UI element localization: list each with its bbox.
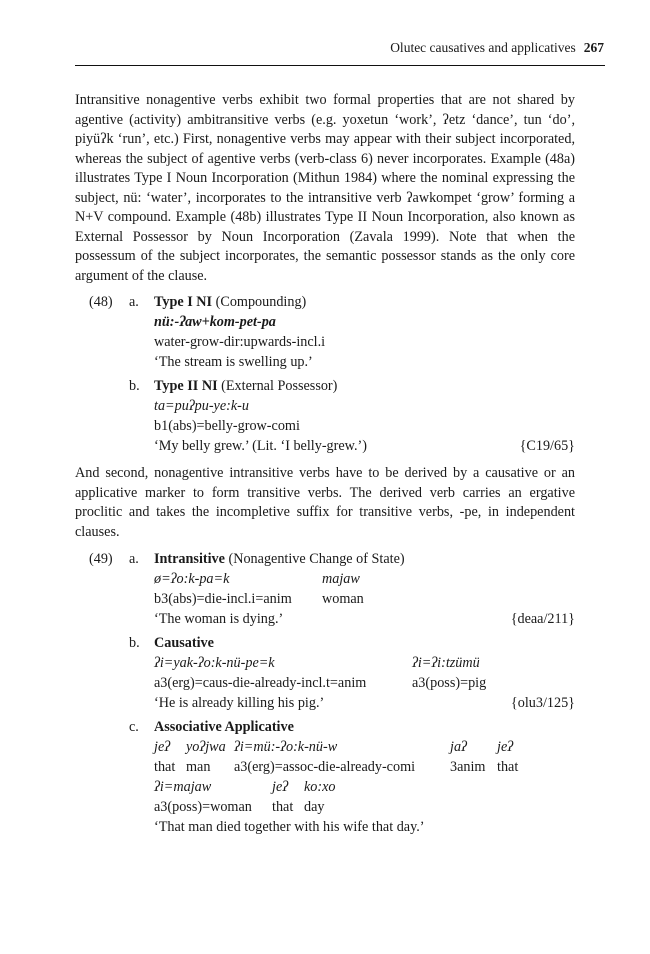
example-48b-source: {C19/65} bbox=[519, 438, 575, 454]
example-49a-gloss-noun: woman bbox=[322, 591, 364, 607]
example-49c-gloss-word: that bbox=[497, 759, 519, 775]
example-48b-heading: Type II NI (External Possessor) bbox=[154, 378, 338, 394]
example-49c-gloss-word: a3(erg)=assoc-die-already-comi bbox=[234, 759, 416, 775]
example-49c-gloss-word: man bbox=[186, 759, 211, 775]
example-49b-source: {olu3/125} bbox=[510, 695, 575, 711]
example-49c-heading: Associative Applicative bbox=[154, 719, 294, 735]
example-48a-form: nü:-ʔaw+kom-pet-pa bbox=[154, 314, 276, 330]
example-48a-letter: a. bbox=[129, 294, 139, 310]
example-49-number: (49) bbox=[89, 551, 113, 567]
paragraph-second: And second, nonagentive intransitive verbs have to be derived by a causative or an applicative marker to form transitive verbs. The derived verb carries an ergative proclitic and takes the incompletive suffix for transitive verbs, -pe, in independent clauses. bbox=[75, 465, 575, 540]
example-49b-heading: Causative bbox=[154, 635, 214, 651]
example-49c-gloss2-word: day bbox=[304, 799, 325, 815]
example-49c-form-word: jeʔ bbox=[154, 739, 171, 755]
example-49a-form-noun: majaw bbox=[322, 571, 360, 587]
paragraph-intro: Intransitive nonagentive verbs exhibit two formal properties that are not shared by agentive (activity) ambitransitive verbs (e.g. yoxetun ‘work’, ʔetz ‘dance’, tun ‘do’, piyüʔk ‘run’, etc.) First, nonagentive verbs may appear with their subject incorporated, whereas the subject of agentive verbs (verb-class 6) never incorporates. Example (48a) illustrates Type I Noun Incorporation (Mithun 1984) where the nominal expressing the subject, nü: ‘water’, incorporates to the intransitive verb ʔawkompet ‘grow’ forming a N+V compound. Example (48b) illustrates Type II Noun Incorporation, also known as External Possessor by Noun Incorporation (Zavala 1999). Note that when the possessum of the subject incorporates, the semantic possessor stands as the only core argument of the clause. bbox=[75, 92, 575, 284]
example-49c-form2-word: ʔi=majaw bbox=[154, 779, 212, 795]
example-49b-gloss: a3(erg)=caus-die-already-incl.t=anim bbox=[154, 675, 367, 691]
example-48b-letter: b. bbox=[129, 378, 140, 394]
example-48a-heading: Type I NI (Compounding) bbox=[154, 294, 307, 310]
example-49c-form2-word: jeʔ bbox=[272, 779, 289, 795]
example-49c-form-word: ʔi=mü:-ʔo:k-nü-w bbox=[234, 739, 338, 755]
example-49b-form: ʔi=yak-ʔo:k-nü-pe=k bbox=[154, 655, 275, 671]
example-48b-gloss: b1(abs)=belly-grow-comi bbox=[154, 418, 300, 434]
example-49a-heading: Intransitive (Nonagentive Change of State) bbox=[154, 551, 405, 567]
example-49c-gloss2-word: that bbox=[272, 799, 294, 815]
example-49c-form-word: jaʔ bbox=[450, 739, 467, 755]
example-49c-form2-word: ko:xo bbox=[304, 779, 336, 795]
example-49c-form-word: yoʔjwa bbox=[186, 739, 226, 755]
example-48a-translation: ‘The stream is swelling up.’ bbox=[154, 354, 313, 370]
example-49a-source: {deaa/211} bbox=[510, 611, 575, 627]
example-49c-form-word: jeʔ bbox=[497, 739, 514, 755]
example-49b-letter: b. bbox=[129, 635, 140, 651]
running-head bbox=[75, 40, 604, 56]
example-48a-gloss: water-grow-dir:upwards-incl.i bbox=[154, 334, 326, 350]
header-rule bbox=[75, 65, 605, 66]
example-49c-gloss-word: that bbox=[154, 759, 176, 775]
example-49a-gloss: b3(abs)=die-incl.i=anim bbox=[154, 591, 292, 607]
example-49c-letter: c. bbox=[129, 719, 139, 735]
example-48b-translation: ‘My belly grew.’ (Lit. ‘I belly-grew.’) bbox=[154, 438, 367, 454]
example-49c-gloss2-word: a3(poss)=woman bbox=[154, 799, 252, 815]
example-49a-translation: ‘The woman is dying.’ bbox=[154, 611, 284, 627]
example-49a-form: ø=ʔo:k-pa=k bbox=[154, 571, 230, 587]
example-49a-letter: a. bbox=[129, 551, 139, 567]
example-48b-form: ta=puʔpu-ye:k-u bbox=[154, 398, 249, 414]
example-49c-translation: ‘That man died together with his wife that day.’ bbox=[154, 819, 425, 835]
example-49c-gloss-word: 3anim bbox=[450, 759, 486, 775]
example-49b-translation: ‘He is already killing his pig.’ bbox=[154, 695, 325, 711]
running-head-title: Olutec causatives and applicatives bbox=[390, 40, 576, 55]
example-48-number: (48) bbox=[89, 294, 113, 310]
example-49b-gloss-possessor: a3(poss)=pig bbox=[412, 675, 487, 691]
example-49b-form-possessor: ʔi=ʔi:tzümü bbox=[412, 655, 480, 671]
page-number: 267 bbox=[583, 40, 604, 55]
